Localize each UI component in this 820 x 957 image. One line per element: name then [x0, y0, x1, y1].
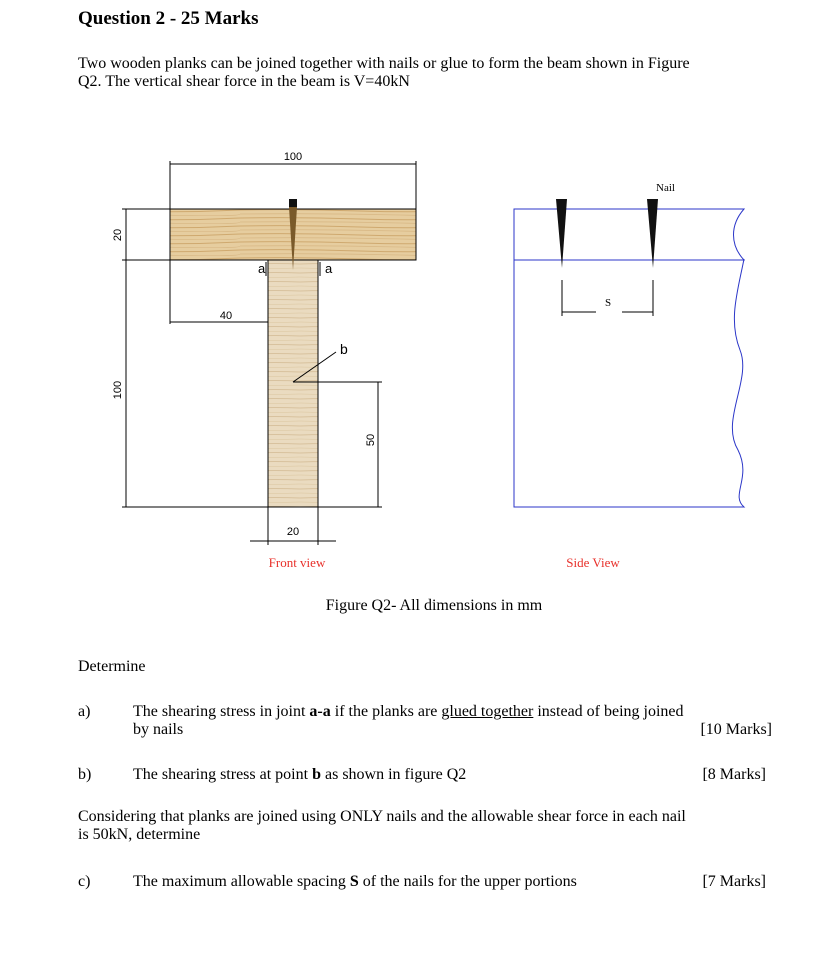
nail-side-left [556, 199, 567, 268]
consider-line-1: Considering that planks are joined using ONLY nails and the allowable shear force in each nail [78, 808, 686, 825]
point-b-label: b [340, 341, 348, 357]
nail-side-right [647, 199, 658, 268]
dim-web-offset: 40 [219, 310, 233, 322]
dim-top-width: 100 [283, 151, 303, 163]
part-b-label: b) [78, 766, 92, 783]
dim-flange-thickness: 20 [112, 228, 124, 242]
dim-web-width: 20 [286, 526, 300, 538]
consider-line-2: is 50kN, determine [78, 826, 201, 843]
question-title: Question 2 - 25 Marks [78, 8, 259, 29]
spacing-label: S [605, 297, 612, 309]
dim-point-b-height: 50 [365, 433, 377, 447]
intro-line-2: Q2. The vertical shear force in the beam is V=40kN [78, 73, 410, 90]
side-view-caption: Side View [566, 555, 620, 570]
side-view-outline [514, 209, 744, 507]
part-b-text: The shearing stress at point b as shown in figure Q2 [133, 766, 467, 783]
part-a-text: The shearing stress in joint a-a if the planks are glued together instead of being joined [133, 703, 684, 720]
part-a-marks: [10 Marks] [700, 721, 772, 738]
intro-line-1: Two wooden planks can be joined together with nails or glue to form the beam shown in Figure [78, 55, 690, 72]
nail-head-front [289, 199, 297, 207]
part-b-marks: [8 Marks] [702, 766, 766, 783]
web-plank [268, 260, 318, 507]
determine-label: Determine [78, 658, 146, 675]
part-c-marks: [7 Marks] [702, 873, 766, 890]
nail-label: Nail [656, 182, 675, 194]
part-c-text: The maximum allowable spacing S of the nails for the upper portions [133, 873, 577, 890]
front-view-caption: Front view [268, 555, 326, 570]
part-a-text-line2: by nails [133, 721, 184, 738]
joint-label-right: a [325, 261, 333, 276]
figure-caption: Figure Q2- All dimensions in mm [325, 597, 543, 614]
part-c-label: c) [78, 873, 91, 890]
part-a-label: a) [78, 703, 91, 720]
dim-web-height: 100 [112, 380, 124, 400]
joint-label-left: a [258, 261, 266, 276]
